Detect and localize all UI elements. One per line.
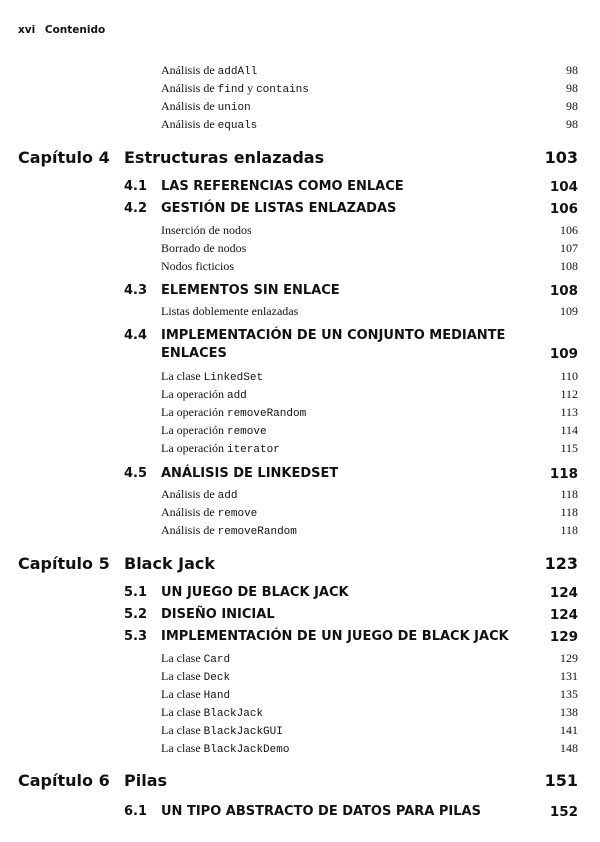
section-page: 124 — [549, 607, 578, 623]
entry-page: 106 — [560, 223, 578, 237]
chapter-label: Capítulo 4 — [18, 148, 110, 167]
chapter-page: 103 — [544, 148, 578, 167]
entry-page: 108 — [560, 259, 578, 273]
entry-page: 118 — [560, 505, 578, 519]
chapter-title: Estructuras enlazadas — [124, 148, 325, 167]
section-page: 129 — [549, 629, 578, 645]
section-page: 118 — [549, 466, 578, 482]
entry-page: 110 — [560, 369, 578, 383]
chapter-page: 151 — [544, 771, 578, 790]
entry-page: 118 — [560, 487, 578, 501]
entry-page: 98 — [566, 99, 578, 113]
entry-title: Nodos ficticios — [161, 259, 234, 273]
section-title: UN TIPO ABSTRACTO DE DATOS PARA PILAS — [161, 804, 481, 819]
section-title: IMPLEMENTACIÓN DE UN JUEGO DE BLACK JACK — [161, 629, 509, 644]
section-page: 104 — [549, 179, 578, 195]
section-number: 4.5 — [124, 466, 148, 481]
entry-title: La clase LinkedSet — [161, 369, 264, 384]
section-page: 124 — [549, 585, 578, 601]
section-number: 4.4 — [124, 328, 148, 343]
entry-page: 107 — [560, 241, 578, 255]
section-title: IMPLEMENTACIÓN DE UN CONJUNTO MEDIANTE — [161, 328, 506, 343]
entry-page: 138 — [560, 705, 578, 719]
section-page: 109 — [549, 346, 578, 362]
entry-page: 115 — [560, 441, 578, 455]
chapter-label: Capítulo 5 — [18, 554, 110, 573]
entry-title: Análisis de union — [161, 99, 251, 114]
chapter-title: Black Jack — [124, 554, 216, 573]
entry-title: Análisis de removeRandom — [161, 523, 297, 538]
entry-page: 135 — [560, 687, 578, 701]
entry-page: 148 — [560, 741, 578, 755]
entry-page: 109 — [560, 304, 578, 318]
entry-title: La clase BlackJackDemo — [161, 741, 290, 756]
section-title: DISEÑO INICIAL — [161, 607, 275, 622]
header-title: Contenido — [44, 24, 106, 36]
entry-page: 114 — [560, 423, 578, 437]
entry-page: 141 — [560, 723, 578, 737]
entry-title: Borrado de nodos — [161, 241, 247, 255]
section-number: 5.3 — [124, 629, 148, 644]
section-number: 4.2 — [124, 201, 148, 216]
section-page: 152 — [549, 804, 578, 820]
section-number: 5.2 — [124, 607, 148, 622]
entry-page: 118 — [560, 523, 578, 537]
chapter-label: Capítulo 6 — [18, 771, 110, 790]
section-title: ANÁLISIS DE LINKEDSET — [161, 466, 339, 481]
entry-title: Listas doblemente enlazadas — [161, 304, 299, 318]
entry-title: La operación add — [161, 387, 247, 402]
section-number: 5.1 — [124, 585, 148, 600]
section-title: UN JUEGO DE BLACK JACK — [161, 585, 349, 600]
entry-title: Inserción de nodos — [161, 223, 252, 237]
section-title: GESTIÓN DE LISTAS ENLAZADAS — [161, 201, 397, 216]
chapter-title: Pilas — [124, 771, 168, 790]
entry-page: 113 — [560, 405, 578, 419]
section-number: 4.3 — [124, 283, 148, 298]
page-header — [18, 24, 105, 36]
entry-title: La clase BlackJack — [161, 705, 264, 720]
entry-page: 98 — [566, 81, 578, 95]
entry-title: Análisis de equals — [161, 117, 258, 132]
section-page: 106 — [549, 201, 578, 217]
entry-title: La clase Hand — [161, 687, 231, 702]
entry-page: 112 — [560, 387, 578, 401]
chapter-page: 123 — [544, 554, 578, 573]
entry-title: Análisis de addAll — [161, 63, 258, 78]
entry-title: La operación removeRandom — [161, 405, 307, 420]
section-title: LAS REFERENCIAS COMO ENLACE — [161, 179, 404, 194]
entry-title: Análisis de find y contains — [161, 81, 309, 96]
entry-page: 131 — [560, 669, 578, 683]
entry-title: La clase Card — [161, 651, 231, 666]
entry-page: 98 — [566, 117, 578, 131]
entry-title: Análisis de add — [161, 487, 238, 502]
entry-title: La clase BlackJackGUI — [161, 723, 283, 738]
entry-page: 129 — [560, 651, 578, 665]
entry-title: La operación remove — [161, 423, 267, 438]
entry-title: Análisis de remove — [161, 505, 258, 520]
section-number: 6.1 — [124, 804, 148, 819]
entry-page: 98 — [566, 63, 578, 77]
header-page-number: xvi — [18, 24, 36, 36]
section-number: 4.1 — [124, 179, 148, 194]
entry-title: La clase Deck — [161, 669, 231, 684]
section-title: ELEMENTOS SIN ENLACE — [161, 283, 340, 298]
section-page: 108 — [549, 283, 578, 299]
entry-title: La operación iterator — [161, 441, 280, 456]
section-title-line2: ENLACES — [161, 346, 227, 361]
